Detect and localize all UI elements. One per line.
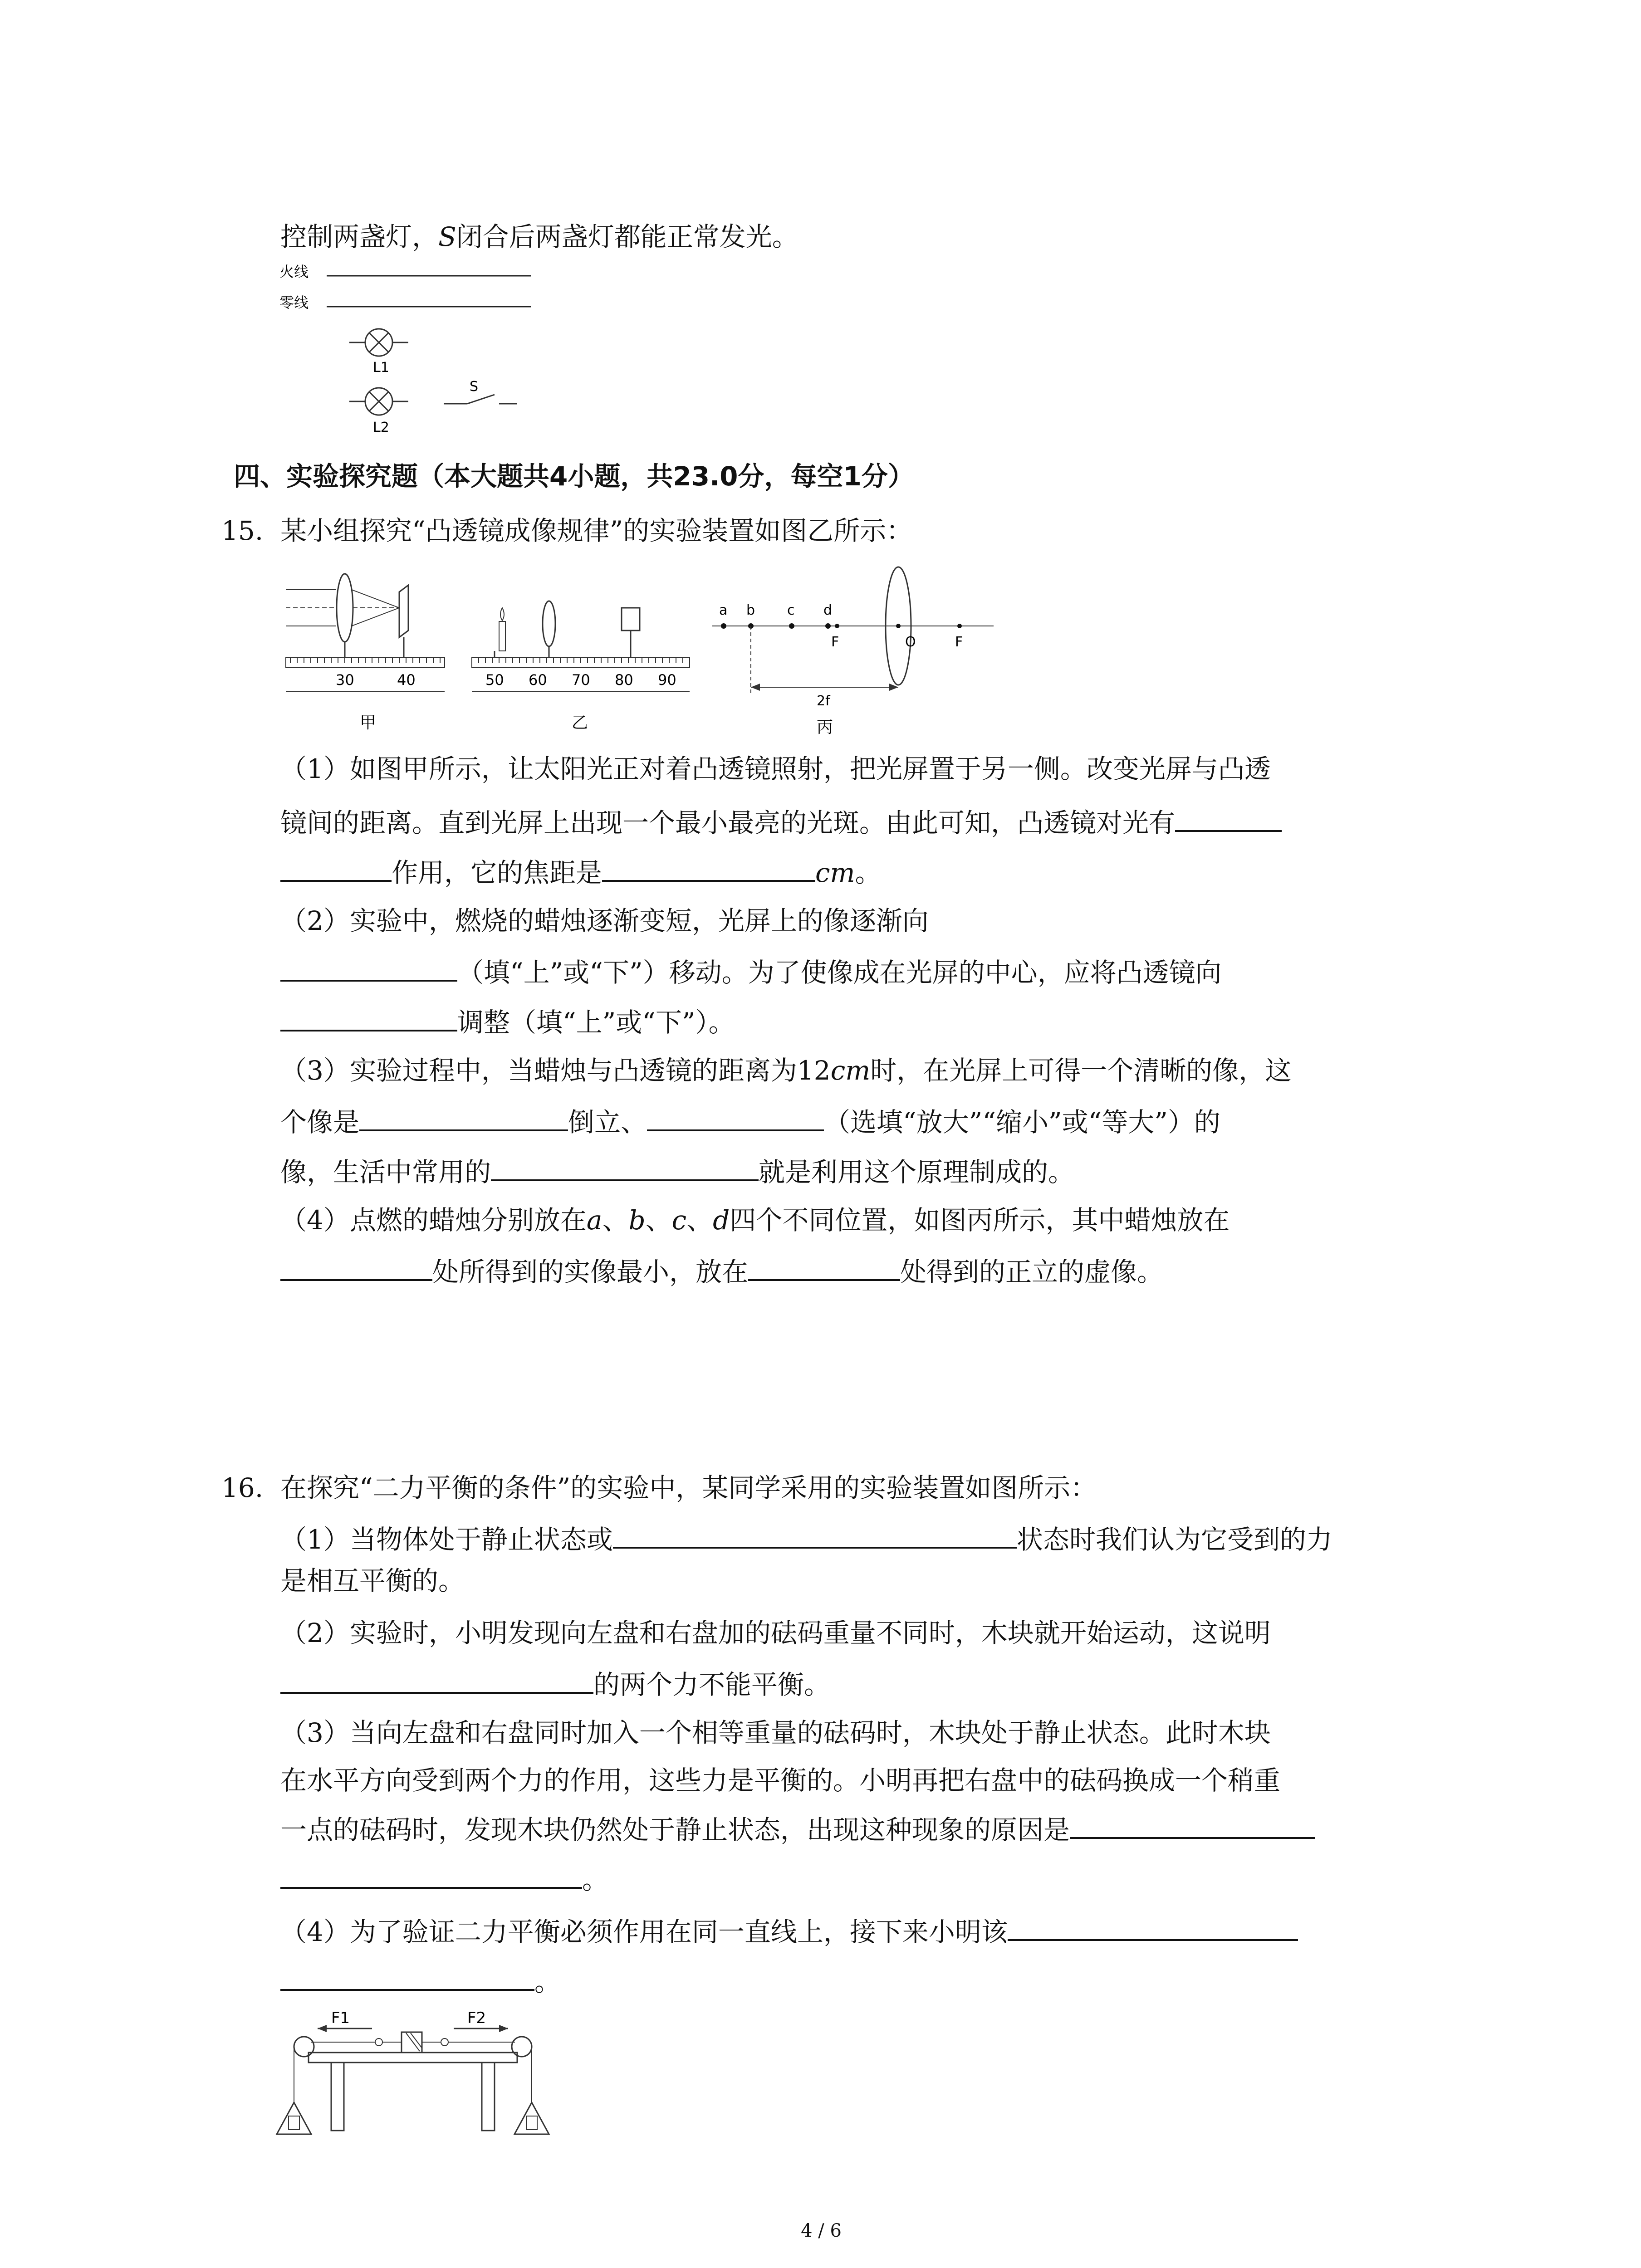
screen-icon — [622, 608, 640, 631]
left-pulley-icon — [294, 2037, 314, 2057]
figure-b-label: 乙 — [572, 714, 588, 732]
q15-p3-line3: 像，生活中常用的 就是利用这个原理制成的。 — [280, 1152, 1074, 1190]
force-f2-label: F2 — [467, 2009, 486, 2027]
svg-text:90: 90 — [658, 671, 676, 689]
arrow-f1-icon — [318, 2025, 327, 2032]
q15-p1-line3: 作用，它的焦距是 cm。 — [280, 853, 882, 891]
q16-stem: 在探究“二力平衡的条件”的实验中，某同学采用的实验装置如图所示： — [280, 1472, 1097, 1503]
answer-blank-q16-3a[interactable] — [1070, 1810, 1315, 1839]
figure-a — [286, 574, 445, 732]
candle-icon — [499, 621, 505, 651]
live-wire-label: 火线 — [279, 263, 309, 280]
q16-p3-line2: 在水平方向受到两个力的作用，这些力是平衡的。小明再把右盘中的砝码换成一个稍重 — [280, 1765, 1281, 1796]
q15-p1-line1: （1）如图甲所示，让太阳光正对着凸透镜照射，把光屏置于另一侧。改变光屏与凸透 — [280, 753, 1271, 784]
q15-p2-line2: （填“上”或“下”）移动。为了使像成在光屏的中心，应将凸透镜向 — [280, 953, 1222, 991]
lens-icon — [543, 601, 555, 646]
answer-blank-q15-1a[interactable] — [1175, 803, 1282, 832]
svg-text:F: F — [955, 634, 963, 650]
right-pulley-icon — [512, 2037, 532, 2057]
arrow-f2-icon — [499, 2025, 508, 2032]
figure-c — [712, 567, 994, 737]
q16-p4-line1: （4）为了验证二力平衡必须作用在同一直线上，接下来小明该 — [280, 1912, 1298, 1950]
answer-blank-q15-1c[interactable] — [602, 853, 815, 882]
lens-icon — [337, 574, 353, 642]
page-number: 4 / 6 — [801, 2220, 842, 2241]
svg-text:c: c — [787, 602, 795, 618]
answer-blank-q15-3c[interactable] — [491, 1152, 759, 1181]
lamp-l2-icon — [349, 388, 408, 415]
q16-p4-line2: 。 — [280, 1962, 561, 2000]
screen-icon — [399, 585, 408, 637]
lens-figures — [277, 565, 1003, 742]
svg-text:70: 70 — [572, 671, 590, 689]
svg-text:40: 40 — [397, 671, 416, 689]
q16-p2-line1: （2）实验时，小明发现向左盘和右盘加的砝码重量不同时，木块就开始运动，这说明 — [280, 1618, 1271, 1648]
answer-blank-q15-2b[interactable] — [280, 1002, 457, 1031]
balance-apparatus-figure — [272, 2005, 554, 2141]
q15-p4-line2: 处所得到的实像最小，放在 处得到的正立的虚像。 — [280, 1252, 1163, 1290]
answer-blank-q16-1[interactable] — [613, 1520, 1017, 1549]
q16-p3-line3: 一点的砝码时，发现木块仍然处于静止状态，出现这种现象的原因是 — [280, 1810, 1315, 1848]
q15-p3-line1: （3）实验过程中，当蜡烛与凸透镜的距离为12cm时，在光屏上可得一个清晰的像，这 — [280, 1055, 1292, 1086]
q15-p4-line1: （4）点燃的蜡烛分别放在a、b、c、d四个不同位置，如图丙所示，其中蜡烛放在 — [280, 1205, 1230, 1236]
answer-blank-q16-3b[interactable] — [280, 1860, 582, 1889]
svg-text:b: b — [746, 602, 755, 618]
q16-p2-line2: 的两个力不能平衡。 — [280, 1665, 830, 1703]
answer-blank-q16-2[interactable] — [280, 1665, 593, 1694]
svg-text:2f: 2f — [817, 693, 830, 709]
svg-text:60: 60 — [529, 671, 547, 689]
section-heading: 四、实验探究题（本大题共4小题，共23.0分，每空1分） — [234, 461, 914, 492]
answer-blank-q15-3a[interactable] — [359, 1102, 568, 1131]
answer-blank-q16-4b[interactable] — [280, 1962, 534, 1991]
svg-text:O: O — [905, 634, 916, 650]
q15-stem: 某小组探究“凸透镜成像规律”的实验装置如图乙所示： — [280, 515, 913, 546]
figure-b — [472, 601, 690, 732]
svg-text:50: 50 — [485, 671, 504, 689]
q16-p1-line1: （1）当物体处于静止状态或 状态时我们认为它受到的力 — [280, 1520, 1332, 1558]
svg-text:80: 80 — [615, 671, 633, 689]
svg-text:d: d — [823, 602, 833, 618]
answer-blank-q15-1b[interactable] — [280, 853, 392, 882]
q15-p2-line3: 调整（填“上”或“下”）。 — [280, 1002, 735, 1041]
switch-label: S — [470, 379, 479, 395]
q15-p1-line2: 镜间的距离。直到光屏上出现一个最小最亮的光斑。由此可知，凸透镜对光有 — [280, 803, 1282, 841]
svg-text:F: F — [831, 634, 839, 650]
q16-p1-line2: 是相互平衡的。 — [280, 1565, 465, 1596]
figure-a-label: 甲 — [360, 714, 377, 732]
svg-text:a: a — [719, 602, 728, 618]
answer-blank-q15-4b[interactable] — [748, 1252, 900, 1281]
q16-p3-line1: （3）当向左盘和右盘同时加入一个相等重量的砝码时，木块处于静止状态。此时木块 — [280, 1717, 1271, 1748]
q15-p3-line2: 个像是 倒立、 （选填“放大”“缩小”或“等大”）的 — [280, 1102, 1220, 1140]
figure-c-label: 丙 — [817, 718, 833, 737]
answer-blank-q15-2a[interactable] — [280, 953, 457, 982]
q16-number: 16. — [221, 1472, 264, 1503]
lamp-l1-label: L1 — [373, 360, 389, 376]
intro-line: 控制两盏灯，S闭合后两盏灯都能正常发光。 — [280, 221, 798, 252]
table-top — [309, 2053, 517, 2063]
switch-icon — [444, 395, 517, 404]
lamp-l1-icon — [349, 329, 408, 356]
q16-p3-line4: 。 — [280, 1860, 608, 1898]
answer-blank-q15-4a[interactable] — [280, 1252, 432, 1281]
answer-blank-q15-3b[interactable] — [647, 1102, 824, 1131]
svg-text:30: 30 — [336, 671, 354, 689]
q15-number: 15. — [221, 515, 264, 546]
answer-blank-q16-4a[interactable] — [1008, 1912, 1298, 1941]
force-f1-label: F1 — [331, 2009, 350, 2027]
lamp-l2-label: L2 — [373, 420, 389, 435]
neutral-wire-label: 零线 — [279, 294, 309, 311]
circuit-figure — [277, 263, 549, 435]
q15-p2-line1: （2）实验中，燃烧的蜡烛逐渐变短，光屏上的像逐渐向 — [280, 905, 929, 936]
